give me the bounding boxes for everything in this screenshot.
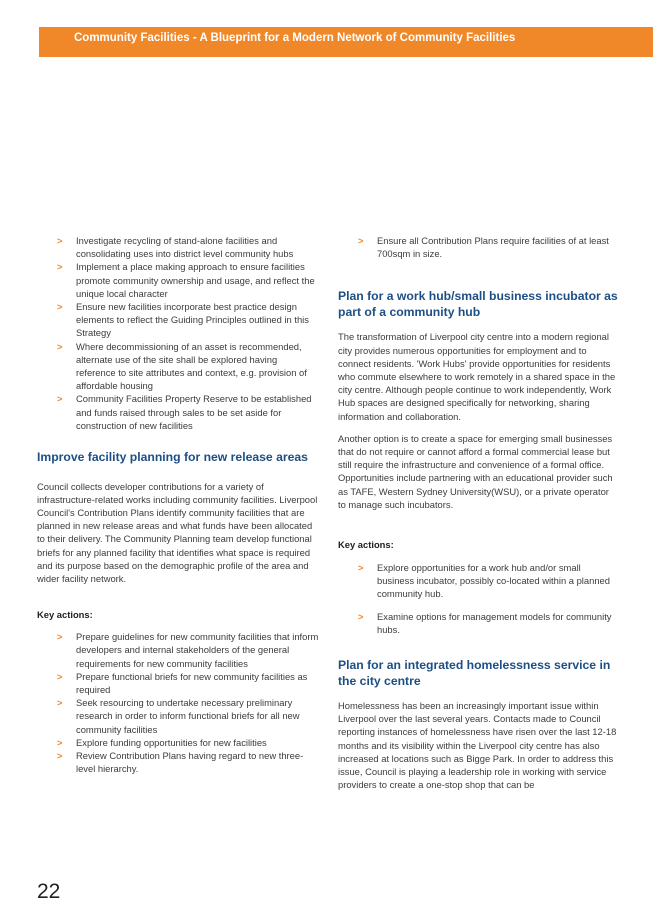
work-hub-paragraph-1: The transformation of Liverpool city centre into a modern regional city provides numerous opportunities for employment and to connect residents. 'Work Hubs' provide opportunities for residents who commute elsewhere to work remotely in a shared space in the city centre. Although people continue to work independently, Work Hub spaces are designed specifically for networking, sharing information and collaboration.	[338, 331, 616, 422]
left-column	[37, 234, 319, 775]
chevron-right-icon: >	[358, 235, 364, 246]
chevron-right-icon: >	[358, 562, 364, 574]
list-item: > Ensure all Contribution Plans require facilities of at least 700sqm in size.	[358, 235, 609, 260]
list-item: > Ensure new facilities incorporate best practice design elements to reflect the Guiding Principles outlined in this Strategy	[57, 301, 309, 339]
list-item: > Prepare functional briefs for new community facilities as required	[57, 670, 308, 695]
section-heading-homelessness: Plan for an integrated homelessness service in the city centre	[338, 658, 611, 688]
list-item: > Implement a place making approach to ensure facilities promote community ownership and usage, and reflect the unique local character	[57, 261, 315, 299]
homelessness-paragraph: Homelessness has been an increasingly important issue within Liverpool over the last several years. Contacts made to Council reporting instances of homelessness have risen over the last 12-18 months and its visibility within the Liverpool city centre has also increased at locations such as Bigge Park. In order to address this issue, Council is playing a leadership role in working with service providers to create a one-stop shop that can be	[338, 700, 617, 791]
chevron-right-icon: >	[57, 736, 63, 748]
right-top-bullet-list	[338, 234, 618, 260]
list-item: > Community Facilities Property Reserve to be established and funds raised through sales to be set aside for construction of new facilities	[57, 393, 312, 431]
left-top-bullet-list	[37, 234, 319, 432]
key-actions-label: Key actions:	[338, 539, 394, 551]
list-item: > Investigate recycling of stand-alone facilities and consolidating uses into district level community hubs	[57, 235, 294, 260]
chevron-right-icon: >	[57, 670, 63, 682]
chevron-right-icon: >	[57, 393, 63, 405]
chevron-right-icon: >	[358, 610, 364, 622]
right-column	[338, 234, 618, 791]
list-item: > Seek resourcing to undertake necessary preliminary research in order to inform functional briefs for all new community facilities	[57, 697, 300, 735]
list-item: > Explore opportunities for a work hub and/or small business incubator, possibly co-located within a planned community hub.	[358, 562, 610, 600]
chevron-right-icon: >	[57, 750, 63, 761]
section-heading-work-hub: Plan for a work hub/small business incubator as part of a community hub	[338, 289, 618, 319]
work-hub-paragraph-2: Another option is to create a space for emerging small businesses that do not require or cannot afford a formal commercial lease but still require the infrastructure and convenience of a formal office. Opportunities include partnering with an educational provider such as TAFE, Western Sydney University(WSU), or a private operator to manage such incubators.	[338, 432, 613, 510]
chevron-right-icon: >	[57, 235, 63, 246]
list-item: > Explore funding opportunities for new facilities	[57, 736, 267, 748]
chevron-right-icon: >	[57, 301, 63, 313]
chevron-right-icon: >	[57, 631, 63, 643]
right-key-actions-list	[338, 561, 618, 636]
chevron-right-icon: >	[57, 697, 63, 709]
list-item: > Prepare guidelines for new community facilities that inform developers and internal stakeholders of the general requirements for new community facilities	[57, 631, 319, 669]
left-key-actions-list	[37, 630, 319, 775]
header-bar	[39, 27, 653, 57]
list-item: > Review Contribution Plans having regard to new three-level hierarchy.	[57, 750, 304, 775]
release-areas-paragraph: Council collects developer contributions for a variety of infrastructure-related works including community facilities. Liverpool Council's Contribution Plans identify community facilities that are planned in new release areas and what funds have been allocated to their delivery. The Community Planning team develop functional briefs for any planned facility that identifies what space is required and its purpose based on the demographic profile of the area and wider facility network.	[37, 480, 318, 584]
chevron-right-icon: >	[57, 261, 63, 273]
list-item: > Examine options for management models for community hubs.	[358, 610, 612, 635]
key-actions-label: Key actions:	[37, 609, 93, 621]
section-heading-release-areas: Improve facility planning for new release areas	[37, 450, 308, 465]
page-number: 22	[37, 880, 61, 903]
list-item: > Where decommissioning of an asset is recommended, alternate use of the site shall be explored having reference to site attributes and context, e.g. provision of affordable housing	[57, 340, 307, 392]
document-title: Community Facilities - A Blueprint for a Modern Network of Community Facilities	[74, 32, 516, 44]
chevron-right-icon: >	[57, 340, 63, 352]
